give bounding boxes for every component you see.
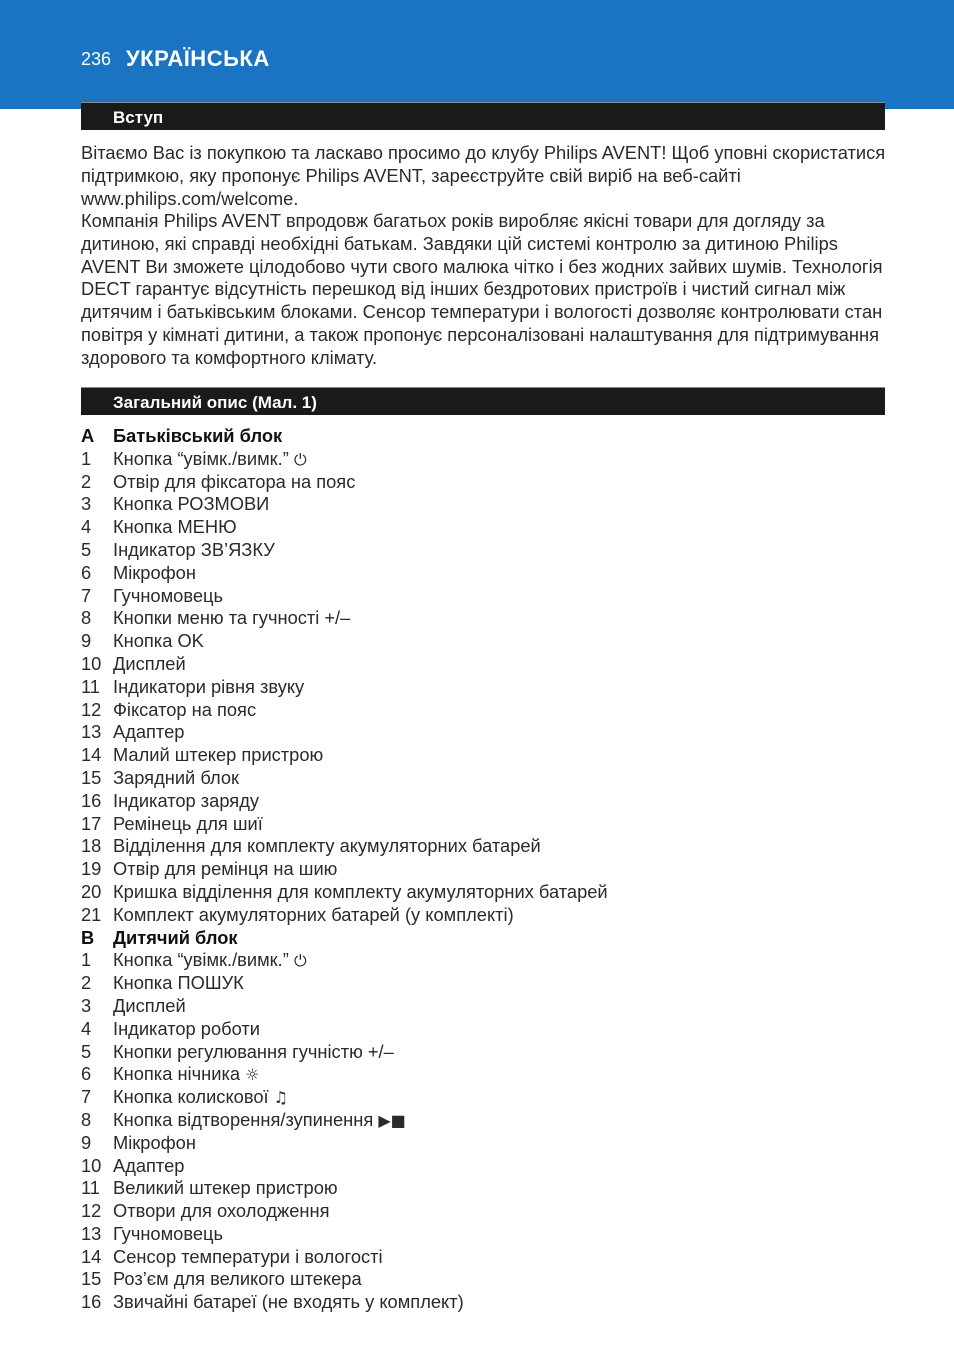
list-item <box>81 835 891 858</box>
list-item-label: Кнопка МЕНЮ <box>113 516 237 538</box>
list-item-label: Кнопка відтворення/зупинення <box>113 1108 374 1130</box>
list-item-number: 8 <box>81 1108 92 1130</box>
language-title: УКРАЇНСЬКА <box>126 46 270 71</box>
list-item <box>81 1268 891 1291</box>
list-item <box>81 881 891 904</box>
list-item <box>81 790 891 813</box>
list-item <box>81 1041 891 1064</box>
list-item-number: 4 <box>81 1017 92 1039</box>
list-item-number: 6 <box>81 561 92 583</box>
list-item <box>81 585 891 608</box>
list-item <box>81 1177 891 1200</box>
list-item-number: 2 <box>81 972 92 994</box>
list-item-label: Отвір для ремінця на шию <box>113 858 338 880</box>
list-item <box>81 676 891 699</box>
parts-list <box>81 425 891 1314</box>
parent-unit-title: Батьківський блок <box>113 425 283 446</box>
list-item <box>81 995 891 1018</box>
list-item-number: 11 <box>81 1177 100 1199</box>
list-item-number: 11 <box>81 675 100 697</box>
lullaby-icon: ♫ <box>273 1088 289 1108</box>
list-item <box>81 699 891 722</box>
list-item <box>81 949 891 972</box>
list-item <box>81 972 891 995</box>
list-item-label: Індикатор ЗВ’ЯЗКУ <box>113 538 275 560</box>
list-item-number: 3 <box>81 493 92 515</box>
list-item <box>81 1063 891 1086</box>
list-item-label: Звичайні батареї (не входять у комплект) <box>113 1291 464 1313</box>
list-item-label: Кнопка “увімк./вимк.” <box>113 949 289 971</box>
list-item <box>81 744 891 767</box>
list-item-label: Сенсор температури і вологості <box>113 1245 383 1267</box>
list-item-number: 7 <box>81 1086 92 1108</box>
list-item-label: Кришка відділення для комплекту акумуляторних батарей <box>113 880 608 902</box>
list-item-number: 9 <box>81 1131 92 1153</box>
list-item-label: Кнопка РОЗМОВИ <box>113 493 270 515</box>
list-item-number: 7 <box>81 584 92 606</box>
list-item-number: 15 <box>81 766 102 788</box>
list-item-label: Отвір для фіксатора на пояс <box>113 470 356 492</box>
list-item-label: Отвори для охолодження <box>113 1200 330 1222</box>
list-item-label: Мікрофон <box>113 1131 196 1153</box>
page-number: 236 <box>81 49 112 69</box>
list-item-number: 10 <box>81 1154 102 1176</box>
list-item-label: Мікрофон <box>113 561 196 583</box>
list-item <box>81 1155 891 1178</box>
list-item-number: 2 <box>81 470 92 492</box>
section-heading-intro <box>81 102 885 130</box>
list-item <box>81 1109 891 1132</box>
list-item <box>81 653 891 676</box>
list-item <box>81 858 891 881</box>
list-item <box>81 1246 891 1269</box>
list-item-number: 20 <box>81 880 102 902</box>
list-item <box>81 904 891 927</box>
list-item <box>81 1132 891 1155</box>
list-item <box>81 448 891 471</box>
list-item <box>81 813 891 836</box>
list-item-number: 3 <box>81 994 92 1016</box>
list-item <box>81 471 891 494</box>
list-item-label: Малий штекер пристрою <box>113 744 324 766</box>
list-item-number: 4 <box>81 516 92 538</box>
nightlight-icon: ☼ <box>245 1065 260 1085</box>
baby-unit-heading <box>81 927 891 950</box>
list-item-number: 10 <box>81 652 102 674</box>
baby-unit-letter: B <box>81 926 95 948</box>
list-item-label: Індикатори рівня звуку <box>113 675 305 697</box>
section-heading-overview <box>81 387 885 415</box>
list-item-label: Адаптер <box>113 721 185 743</box>
list-item-number: 21 <box>81 903 102 925</box>
list-item-label: Кнопка ПОШУК <box>113 972 244 994</box>
list-item <box>81 1086 891 1109</box>
list-item <box>81 516 891 539</box>
list-item-number: 17 <box>81 812 102 834</box>
list-item-number: 16 <box>81 789 102 811</box>
intro-paragraph-2: Компанія Philips AVENT впродовж багатьох років виробляє якісні товари для догляду за дитиною, які справді необхідні батькам. Завдяки цій системі контролю за дитиною Philips AVENT Ви зможете цілодобово чути свого малюка чітко і без жодних зайвих шумів. Технологія DECT гарантує відсутність перешкод від інших бездротових пристроїв і чистий сигнал між дитячим і батьківським блоками. Сенсор температури і вологості дозволяє контролювати стан повітря у кімнаті дитини, а також пропонує персоналізовані налаштування для підтримування здорового та комфортного клімату. <box>81 210 883 368</box>
list-item-label: Індикатор заряду <box>113 789 260 811</box>
section-heading-overview-label: Загальний опис (Мал. 1) <box>113 393 317 412</box>
list-item-number: 14 <box>81 1245 102 1267</box>
list-item-number: 8 <box>81 607 92 629</box>
list-item <box>81 562 891 585</box>
list-item-label: Кнопки регулювання гучністю +/– <box>113 1040 394 1062</box>
list-item-label: Кнопка нічника <box>113 1063 241 1085</box>
list-item-number: 18 <box>81 835 102 857</box>
list-item-number: 13 <box>81 721 102 743</box>
section-heading-intro-label: Вступ <box>113 108 164 127</box>
list-item <box>81 1018 891 1041</box>
list-item-label: Великий штекер пристрою <box>113 1177 338 1199</box>
list-item <box>81 539 891 562</box>
list-item <box>81 767 891 790</box>
play-stop-icon: ▶■ <box>378 1110 406 1130</box>
list-item-label: Гучномовець <box>113 1222 224 1244</box>
list-item-number: 15 <box>81 1268 102 1290</box>
list-item-number: 6 <box>81 1063 92 1085</box>
list-item-number: 5 <box>81 538 92 560</box>
list-item <box>81 630 891 653</box>
list-item-label: Дисплей <box>113 994 186 1016</box>
list-item-number: 12 <box>81 1200 102 1222</box>
list-item-label: Гучномовець <box>113 584 224 606</box>
list-item <box>81 1223 891 1246</box>
parent-unit-heading <box>81 425 891 448</box>
list-item-number: 12 <box>81 698 102 720</box>
list-item-number: 1 <box>81 447 92 469</box>
list-item-label: Кнопки меню та гучності +/– <box>113 607 351 629</box>
list-item-number: 9 <box>81 630 92 652</box>
list-item-label: Адаптер <box>113 1154 185 1176</box>
list-item-label: Ремінець для шиї <box>113 812 263 834</box>
intro-paragraph-1: Вітаємо Вас із покупкою та ласкаво просимо до клубу Philips AVENT! Щоб уповні скористатися підтримкою, яку пропонує Philips AVENT, зареєструйте свій виріб на веб-сайті www.philips.com/welcome. <box>81 142 886 209</box>
parent-unit-letter: A <box>81 425 95 446</box>
list-item-label: Зарядний блок <box>113 766 240 788</box>
power-icon: ⏻ <box>293 449 307 469</box>
list-item-label: Комплект акумуляторних батарей (у комплекті) <box>113 903 514 925</box>
list-item-number: 5 <box>81 1040 92 1062</box>
list-item-label: Кнопка OK <box>113 630 204 652</box>
list-item-label: Фіксатор на пояс <box>113 698 257 720</box>
list-item <box>81 721 891 744</box>
list-item-label: Роз’єм для великого штекера <box>113 1268 362 1290</box>
baby-unit-title: Дитячий блок <box>113 926 238 948</box>
list-item <box>81 493 891 516</box>
list-item-label: Кнопка “увімк./вимк.” <box>113 447 289 469</box>
list-item-number: 16 <box>81 1291 102 1313</box>
list-item <box>81 1291 891 1314</box>
list-item-number: 13 <box>81 1222 102 1244</box>
list-item-label: Відділення для комплекту акумуляторних батарей <box>113 835 541 857</box>
page-header <box>0 0 954 109</box>
list-item <box>81 607 891 630</box>
list-item-number: 19 <box>81 858 102 880</box>
list-item-label: Дисплей <box>113 652 186 674</box>
list-item-label: Кнопка колискової <box>113 1086 269 1108</box>
list-item-number: 1 <box>81 949 92 971</box>
power-icon: ⏻ <box>293 951 307 971</box>
list-item-number: 14 <box>81 744 102 766</box>
list-item <box>81 1200 891 1223</box>
list-item-label: Індикатор роботи <box>113 1017 260 1039</box>
